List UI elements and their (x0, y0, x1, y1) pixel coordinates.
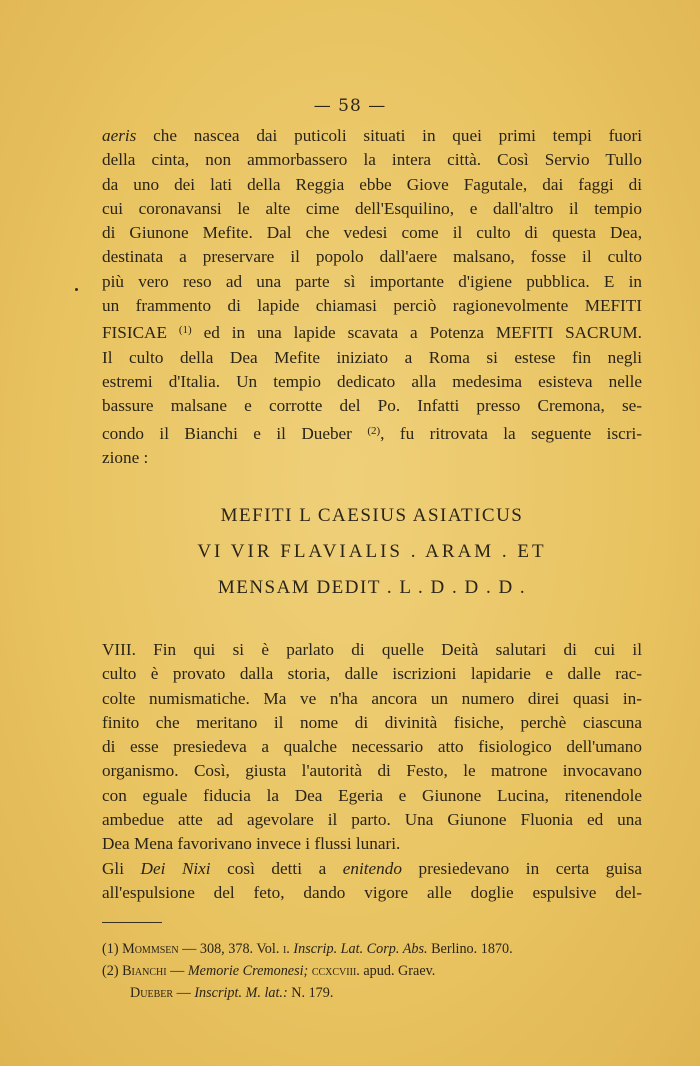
inscription-line: VI VIR FLAVIALIS . ARAM . ET (197, 541, 547, 562)
text-span: N. 179. (287, 985, 334, 1001)
text-span: — 308, 378. Vol. (178, 941, 283, 957)
text-line (102, 124, 642, 148)
text-span: , fu ritrovata la seguente iscri- (380, 423, 642, 443)
inscription-line: MENSAM DEDIT . L . D . D . D . (217, 577, 527, 598)
footnote-divider (102, 922, 162, 923)
text-line (102, 857, 642, 881)
footnote-ref-1: (1) (178, 324, 192, 337)
text-span: ed in una lapide scavata a Potenza MEFITI SACRUM. (191, 323, 642, 343)
text-span: FISICAE (102, 323, 179, 343)
italic-phrase: Dei Nixi (140, 858, 211, 878)
footnote-ref-2: (2) (367, 424, 381, 437)
text-line: con eguale fiducia la Dea Egeria e Giunone Lucina, ritenendole (102, 785, 642, 805)
footnote-title: Inscrip. Lat. Corp. Abs. (289, 941, 428, 957)
text-line: organismo. Così, giusta l'autorità di Festo, le matrone invocavano (102, 761, 642, 781)
footnote-2 (102, 960, 647, 982)
page-number: — 58 — (313, 96, 387, 116)
text-span: Berlino. 1870. (427, 941, 513, 957)
text-line: bassure malsane e corrotte del Po. Infatti presso Cremona, se- (102, 396, 642, 416)
text-line (102, 318, 642, 345)
footnote-author: Bianchi (122, 963, 167, 979)
text-span: apud. Graev. (359, 963, 436, 979)
footnote-number: (1) (102, 941, 119, 957)
text-span: — (166, 963, 188, 979)
text-line: finito che meritano il nome di divinità fisiche, perchè ciascuna (102, 712, 642, 732)
text-span: ccxcviii. (308, 963, 360, 979)
footnote-author: Dueber (130, 985, 174, 1001)
text-span: così detti a (210, 858, 343, 878)
italic-phrase: enitendo (342, 858, 402, 878)
text-line (102, 419, 642, 446)
text-span: condo il Bianchi e il Dueber (102, 423, 368, 443)
text-span: Il culto della Dea Mefite iniziato a Roma si estese fin negli (102, 347, 642, 367)
text-line: ambedue atte ad agevolare il parto. Una Giunone Fluonia ed una (102, 810, 642, 830)
text-line: all'espulsione del feto, dando vigore alle doglie espulsive del- (102, 882, 642, 902)
text-line: più vero reso ad una parte sì importante d'igiene pubblica. E in (102, 271, 642, 291)
footnote-title: Inscript. M. lat.: (194, 985, 288, 1001)
text-span: i. (282, 941, 290, 957)
text-span: presiedevano in certa guisa (401, 858, 642, 878)
footnote-author: Mommsen (122, 941, 179, 957)
text-line (102, 346, 642, 370)
text-span: — (173, 985, 195, 1001)
text-line: destinata a preservare il popolo dall'aere malsano, fosse il culto (102, 247, 642, 267)
footnote-number: (2) (102, 963, 119, 979)
text-line: della cinta, non ammorbassero la intera città. Così Servio Tullo (102, 150, 642, 170)
inscription-block (102, 498, 642, 606)
paragraph-1 (102, 124, 642, 470)
text-line: zione : (102, 447, 149, 467)
text-line: VIII. Fin qui si è parlato di quelle Deità salutari di cui il (102, 640, 642, 659)
text-line: estremi d'Italia. Un tempio dedicato alla medesima esisteva nelle (102, 371, 642, 391)
text-line: da uno dei lati della Reggia ebbe Giove Fagutale, dai faggi di (102, 174, 642, 194)
text-line: colte numismatiche. Ma ve n'ha ancora un numero direi quasi in- (102, 688, 642, 708)
footnote-2-continued (102, 982, 647, 1004)
text-span: che nascea dai puticoli situati in quei primi tempi fuori (136, 126, 642, 145)
footnotes (102, 938, 647, 1004)
text-line: di esse presiedeva a qualche necessario atto fisiologico dell'umano (102, 737, 642, 757)
text-line: Dea Mena favorivano invece i flussi lunari. (102, 834, 401, 854)
paragraph-3 (102, 638, 642, 905)
text-line: un frammento di lapide chiamasi perciò ragionevolmente MEFITI (102, 296, 642, 316)
text-line: di Giunone Mefite. Dal che vedesi come il culto di questa Dea, (102, 223, 642, 243)
text-line: culto è provato dalla storia, dalle iscrizioni lapidarie e dalle rac- (102, 664, 642, 684)
footnote-title: Memorie Cremonesi; (187, 963, 309, 979)
italic-word: aeris (102, 126, 137, 145)
text-span: Gli (102, 858, 141, 878)
footnote-1 (102, 938, 647, 960)
print-speck (75, 288, 78, 291)
text-line: cui coronavansi le alte cime dell'Esquilino, e dall'altro il tempio (102, 198, 642, 218)
inscription-line: MEFITI L CAESIUS ASIATICUS (220, 505, 524, 526)
